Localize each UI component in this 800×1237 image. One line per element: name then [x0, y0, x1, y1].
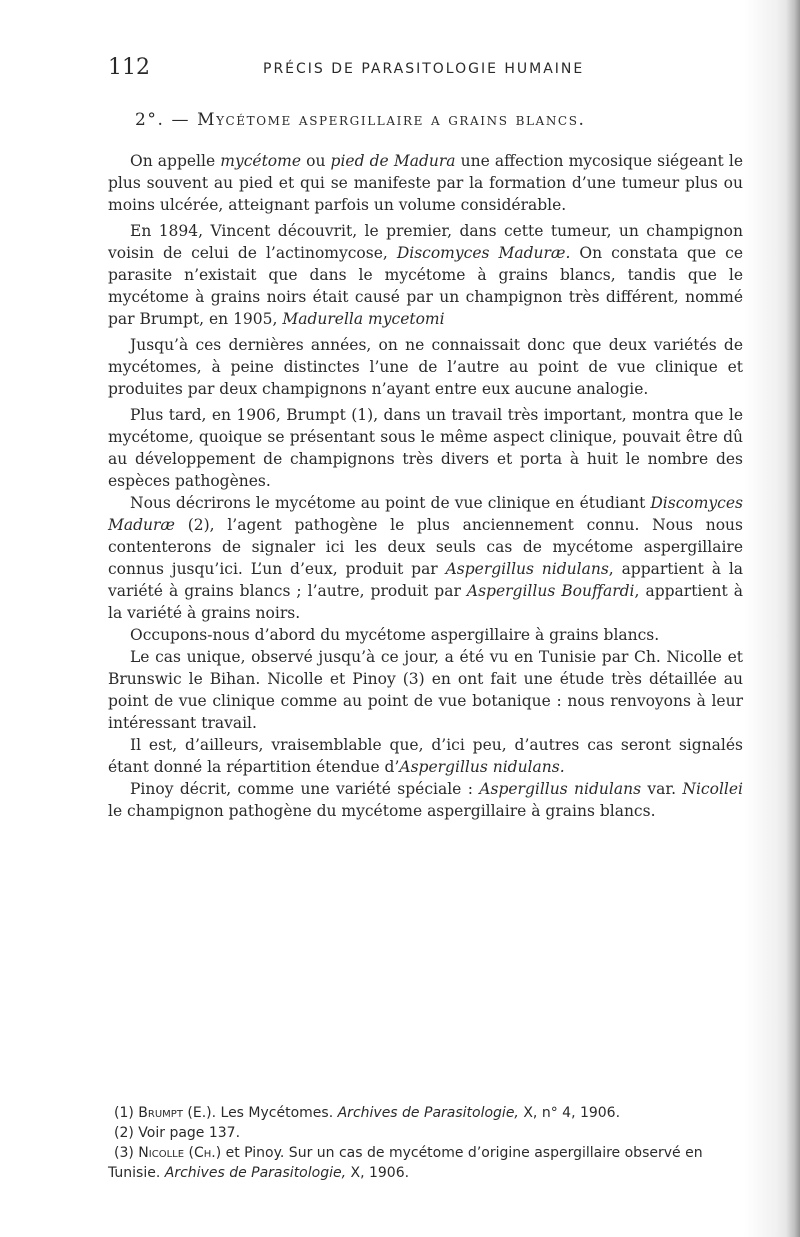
- paragraph: [108, 220, 743, 330]
- paragraph-text: le champignon pathogène du mycétome aspergillaire à grains blancs.: [108, 802, 656, 820]
- paragraph-text: une affection mycosique siégeant le plus souvent au pied et qui se manifeste par la formation d’une tumeur plus ou moins ulcérée, atteignant parfois un volume considérable.: [108, 152, 744, 214]
- section-title-text: Mycétome aspergillaire a grains blancs.: [197, 110, 586, 130]
- footnote-text: Les Mycétomes.: [216, 1105, 338, 1121]
- paragraph: [108, 734, 743, 778]
- footnotes: [108, 1103, 743, 1183]
- paragraph-text: Nous décrirons le mycétome au point de vue clinique en étudiant: [130, 494, 651, 512]
- paragraph-text: On constata que ce parasite n’existait que dans le mycétome à grains blancs, tandis que le mycétome à grains noirs était causé par un champignon très différent, nommé par Brumpt, en 1905,: [108, 244, 743, 328]
- paragraph-text: Le cas unique, observé jusqu’à ce jour, a été vu en Tunisie par Ch. Nicolle et Brunswic le Bihan. Nicolle et Pinoy (3) en ont fait une étude très détaillée au point de vue clinique comme au point de vue botanique : nous renvoyons à leur intéressant travail.: [108, 648, 743, 732]
- page-header: [108, 55, 748, 85]
- paragraph-text: Pinoy décrit, comme une variété spéciale :: [130, 780, 480, 798]
- paragraph-text: Plus tard, en 1906, Brumpt (1), dans un travail très important, montra que le mycétome, quoique se présentant sous le même aspect clinique, pouvait être dû au développement de champignons très divers et porta à huit le nombre des espèces pathogènes.: [108, 406, 743, 490]
- paragraph-italic-term: Discomyces Maduræ.: [396, 244, 571, 262]
- footnote: [108, 1123, 743, 1143]
- footnote-author: Brumpt (E.).: [138, 1105, 217, 1121]
- paragraph-italic-term: Aspergillus nidulans: [479, 780, 642, 798]
- paragraph: [108, 624, 743, 646]
- paragraph-italic-term: pied de Madura: [330, 152, 456, 170]
- paragraph: [108, 150, 743, 216]
- footnote-author: Nicolle (Ch.): [138, 1145, 222, 1161]
- paragraph: [108, 334, 743, 400]
- section-dash: —: [171, 110, 191, 130]
- footnote: [108, 1143, 743, 1183]
- body-text: [108, 150, 743, 822]
- footnote-text: X, n° 4, 1906.: [518, 1105, 621, 1121]
- paragraph-italic-term: Aspergillus Bouffardi: [466, 582, 635, 600]
- footnote-marker: (1): [114, 1105, 134, 1121]
- footnote-marker: (2): [114, 1125, 134, 1141]
- page-number: 112: [108, 55, 150, 80]
- paragraph-text: On appelle: [130, 152, 221, 170]
- paragraph-italic-term: Discomyces Maduræ: [108, 494, 743, 534]
- paragraph-italic-term: Aspergillus nidulans.: [399, 758, 565, 776]
- running-head: PRÉCIS DE PARASITOLOGIE HUMAINE: [263, 61, 585, 77]
- paragraph-italic-term: Nicollei: [682, 780, 743, 798]
- footnote-text: Voir page 137.: [133, 1125, 241, 1141]
- paragraph: [108, 404, 743, 492]
- footnote-journal: Archives de Parasitologie,: [164, 1165, 347, 1181]
- paragraph: [108, 778, 743, 822]
- paragraph-text: , appartient à la variété à grains noirs.: [108, 582, 744, 622]
- paragraph-text: Il est, d’ailleurs, vraisemblable que, d’ici peu, d’autres cas seront signalés étant donné la répartition étendue d’: [108, 736, 743, 776]
- footnote-marker: (3): [114, 1145, 134, 1161]
- paragraph-text: var.: [641, 780, 683, 798]
- paragraph-text: Occupons-nous d’abord du mycétome aspergillaire à grains blancs.: [130, 626, 660, 644]
- paragraph-text: , appartient à la variété à grains blancs ; l’autre, produit par: [108, 560, 744, 600]
- footnote-journal: Archives de Parasitologie,: [337, 1105, 519, 1121]
- paragraph-text: En 1894, Vincent découvrit, le premier, dans cette tumeur, un champignon voisin de celui de l’actinomycose,: [108, 222, 743, 262]
- page-edge-shadow: [786, 0, 800, 1237]
- paragraph-text: ou: [301, 152, 331, 170]
- footnote-text: X, 1906.: [346, 1165, 410, 1181]
- paragraph: [108, 492, 743, 624]
- section-title: [135, 110, 735, 130]
- paragraph-text: Jusqu’à ces dernières années, on ne connaissait donc que deux variétés de mycétomes, à peine distinctes l’une de l’autre au point de vue clinique et produites par deux champignons n’ayant entre eux aucune analogie.: [108, 336, 743, 398]
- footnote-text: et Pinoy. Sur un cas de mycétome d’origine aspergillaire observé en Tunisie.: [108, 1145, 703, 1181]
- paragraph-text: (2), l’agent pathogène le plus anciennement connu. Nous nous contenterons de signaler ici les deux seuls cas de mycétome aspergillaire connus jusqu’ici. L’un d’eux, produit par: [108, 516, 743, 578]
- paragraph-italic-term: Aspergillus nidulans: [445, 560, 609, 578]
- paragraph-italic-term: Madurella mycetomi: [282, 310, 445, 328]
- paragraph-italic-term: mycétome: [220, 152, 302, 170]
- paragraph: [108, 646, 743, 734]
- footnote: [108, 1103, 743, 1123]
- section-number: 2°.: [135, 110, 165, 130]
